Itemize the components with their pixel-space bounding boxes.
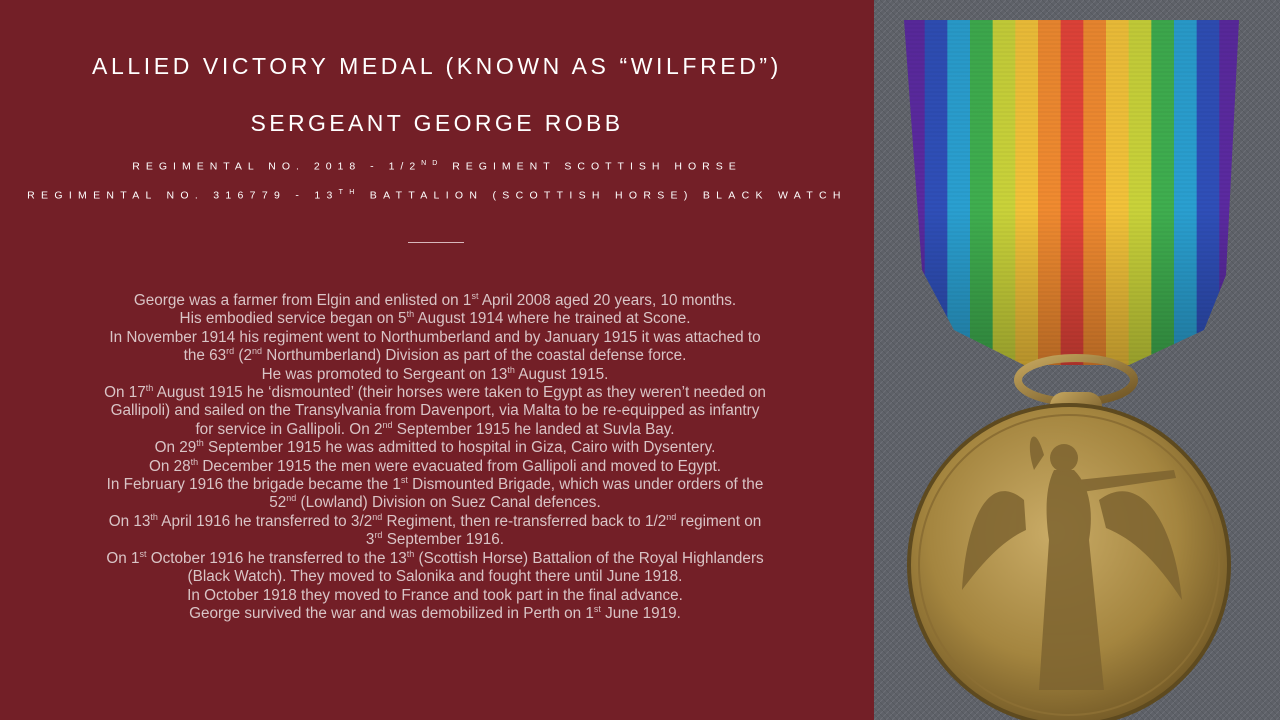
biography-text-run: September 1915 he was admitted to hospital in Giza, Cairo with Dysentery. xyxy=(203,439,716,457)
biography-text-run: April 1916 he transferred to 3/2 xyxy=(157,512,373,530)
ordinal-suffix: st xyxy=(593,603,601,614)
ordinal-suffix: nd xyxy=(286,493,297,504)
biography-text-run: On 13 xyxy=(108,512,151,530)
biography-text-run: September 1915 he landed at Suvla Bay. xyxy=(392,420,675,438)
slide-title: ALLIED VICTORY MEDAL (KNOWN AS “WILFRED”) xyxy=(92,53,782,79)
ordinal-suffix: rd xyxy=(226,346,235,357)
biography-text-run: In October 1918 they moved to France and took part in the final advance. xyxy=(187,586,683,604)
biography-line xyxy=(40,458,830,476)
biography-line xyxy=(40,384,830,402)
biography-text-run: September 1916. xyxy=(382,531,505,549)
biography-text-run: On 29 xyxy=(154,439,197,457)
biography-text-run: (2 xyxy=(234,347,253,365)
biography-text-run: August 1915 he ‘dismounted’ (their horses were taken to Egypt as they weren’t needed on xyxy=(153,384,766,402)
ordinal-suffix: th xyxy=(150,511,158,522)
biography-text xyxy=(40,292,830,623)
ordinal-suffix: th xyxy=(406,309,415,320)
biography-text-run: In February 1916 the brigade became the 1 xyxy=(106,476,401,494)
biography-line xyxy=(40,476,830,494)
biography-text-run: He was promoted to Sergeant on 13 xyxy=(261,365,508,383)
biography-text-run: Regiment, then re-transferred back to 1/2 xyxy=(382,512,667,530)
biography-text-run: George survived the war and was demobilized in Perth on 1 xyxy=(189,604,594,622)
biography-text-run: April 2008 aged 20 years, 10 months. xyxy=(478,292,737,309)
ordinal-suffix: th xyxy=(145,382,154,393)
biography-text-run: October 1916 he transferred to the 13 xyxy=(146,549,407,567)
biography-line xyxy=(40,347,830,365)
medal-photo xyxy=(874,0,1280,720)
biography-text-run: In November 1914 his regiment went to Northumberland and by January 1915 it was attached to xyxy=(109,328,761,346)
ordinal-suffix: th xyxy=(507,364,515,375)
slide-subtitle: SERGEANT GEORGE ROBB xyxy=(250,110,624,136)
biography-text-run: regiment on xyxy=(676,512,762,530)
biography-line xyxy=(40,587,830,605)
ordinal-suffix: st xyxy=(471,290,479,301)
ordinal-suffix: nd xyxy=(252,346,263,357)
biography-line xyxy=(40,531,830,549)
ordinal-suffix: nd xyxy=(372,511,383,522)
biography-line xyxy=(40,329,830,347)
biography-text-run: December 1915 the men were evacuated from Gallipoli and moved to Egypt. xyxy=(198,457,722,475)
biography-text-run: His embodied service began on 5 xyxy=(179,310,407,328)
biography-text-run: On 1 xyxy=(106,549,140,567)
ordinal-suffix: th xyxy=(190,456,199,467)
biography-text-run: August 1915. xyxy=(514,365,609,383)
biography-line xyxy=(40,513,830,531)
ordinal-suffix: nd xyxy=(666,511,677,522)
biography-text-run: Northumberland) Division as part of the coastal defense force. xyxy=(262,347,687,365)
title-divider xyxy=(408,242,464,243)
biography-text-run: On 28 xyxy=(148,457,191,475)
biography-text-run: August 1914 where he trained at Scone. xyxy=(414,310,691,328)
ordinal-suffix: rd xyxy=(374,530,383,541)
ordinal-suffix: th xyxy=(406,548,415,559)
biography-line xyxy=(40,568,830,586)
biography-line xyxy=(40,439,830,457)
victory-medal-image xyxy=(874,0,1280,720)
biography-text-run: June 1919. xyxy=(600,604,681,622)
biography-text-run: for service in Gallipoli. On 2 xyxy=(195,420,383,438)
ordinal-suffix: th xyxy=(196,438,204,449)
regimental-line-1 xyxy=(0,160,874,173)
biography-line xyxy=(40,292,830,310)
biography-text-run: Dismounted Brigade, which was under orders of the xyxy=(407,476,764,494)
regimental-line-2-post: BATTALION (SCOTTISH HORSE) BLACK WATCH xyxy=(360,189,847,202)
biography-text-run: (Black Watch). They moved to Salonika and fought there until June 1918. xyxy=(187,568,683,586)
biography-line xyxy=(40,402,830,420)
biography-line xyxy=(40,550,830,568)
regimental-line-2-sup: TH xyxy=(338,189,361,196)
biography-text-run: 52 xyxy=(269,494,287,512)
biography-text-run: 3 xyxy=(365,531,375,549)
biography-text-run: (Scottish Horse) Battalion of the Royal Highlanders xyxy=(414,549,764,567)
biography-text-run: Gallipoli) and sailed on the Transylvania from Davenport, via Malta to be re-equipped as infantry xyxy=(110,402,760,420)
regimental-line-2-pre: REGIMENTAL NO. 316779 - 13 xyxy=(27,189,339,202)
biography-line xyxy=(40,421,830,439)
ordinal-suffix: nd xyxy=(382,419,393,430)
biography-line xyxy=(40,366,830,384)
biography-line xyxy=(40,310,830,328)
biography-text-run: George was a farmer from Elgin and enlisted on 1 xyxy=(133,292,472,309)
regimental-line-1-sup: ND xyxy=(421,160,444,167)
biography-text-run: the 63 xyxy=(183,347,227,365)
biography-text-run: On 17 xyxy=(104,384,146,402)
regimental-line-1-pre: REGIMENTAL NO. 2018 - 1/2 xyxy=(132,160,422,173)
biography-line xyxy=(40,494,830,512)
ordinal-suffix: st xyxy=(400,474,408,485)
biography-line xyxy=(40,605,830,623)
regimental-line-1-post: REGIMENT SCOTTISH HORSE xyxy=(443,160,742,173)
regimental-line-2 xyxy=(0,189,874,202)
ordinal-suffix: st xyxy=(139,548,147,559)
biography-text-run: (Lowland) Division on Suez Canal defences. xyxy=(296,494,601,512)
